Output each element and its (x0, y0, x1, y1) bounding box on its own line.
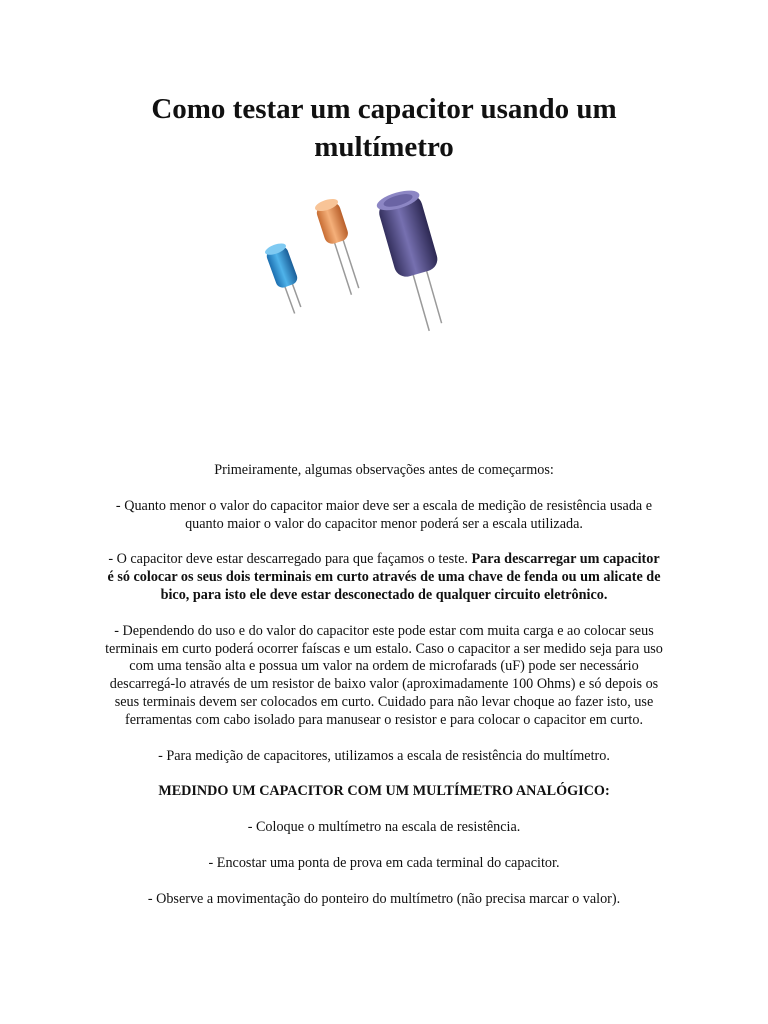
paragraph-scale: - Quanto menor o valor do capacitor maior deve ser a escala de medição de resistência usada e quanto maior o valor do capacitor menor poderá ser a escala utilizada. (115, 497, 653, 532)
step-3: - Observe a movimentação do ponteiro do multímetro (não precisa marcar o valor). (147, 890, 621, 907)
paragraph-discharge (104, 551, 664, 604)
paragraph-resistance-scale: - Para medição de capacitores, utilizamos a escala de resistência do multímetro. (158, 747, 610, 764)
discharge-bold-text: Para descarregar um capacitor é só colocar os seus dois terminais em curto através de uma chave de fenda ou um alicate de bico, para isto ele deve estar desconectado de qualquer circuito eletrônico. (107, 551, 661, 603)
purple-capacitor (375, 187, 456, 336)
intro-paragraph: Primeiramente, algumas observações antes de começarmos: (214, 462, 554, 478)
page-title: Como testar um capacitor usando um multímetro (151, 93, 617, 163)
capacitors-image (250, 185, 490, 345)
step-1: - Coloque o multímetro na escala de resistência. (247, 819, 521, 836)
section-heading: MEDINDO UM CAPACITOR COM UM MULTÍMETRO ANALÓGICO: (158, 783, 610, 800)
paragraph-warning: - Dependendo do uso e do valor do capacitor este pode estar com muita carga e ao colocar seus terminais em curto poderá ocorrer faíscas e um estalo. Caso o capacitor a ser medido seja para uso com uma tensão alta e possua um valor na ordem de microfarads (uF) pode ser necessário descarregá-lo através de um resistor de baixo valor (aproximadamente 100 Ohms) e só depois os seus terminais devem ser colocados em curto. Cuidado para não levar choque ao fazer isto, use ferramentas com cabo isolado para manusear o resistor e para colocar o capacitor em curto. (105, 622, 663, 728)
orange-capacitor (314, 197, 367, 298)
article-body (104, 462, 664, 927)
step-2: - Encostar uma ponta de prova em cada terminal do capacitor. (208, 854, 560, 871)
discharge-text: - O capacitor deve estar descarregado para que façamos o teste. (108, 551, 472, 568)
blue-capacitor (264, 241, 309, 316)
